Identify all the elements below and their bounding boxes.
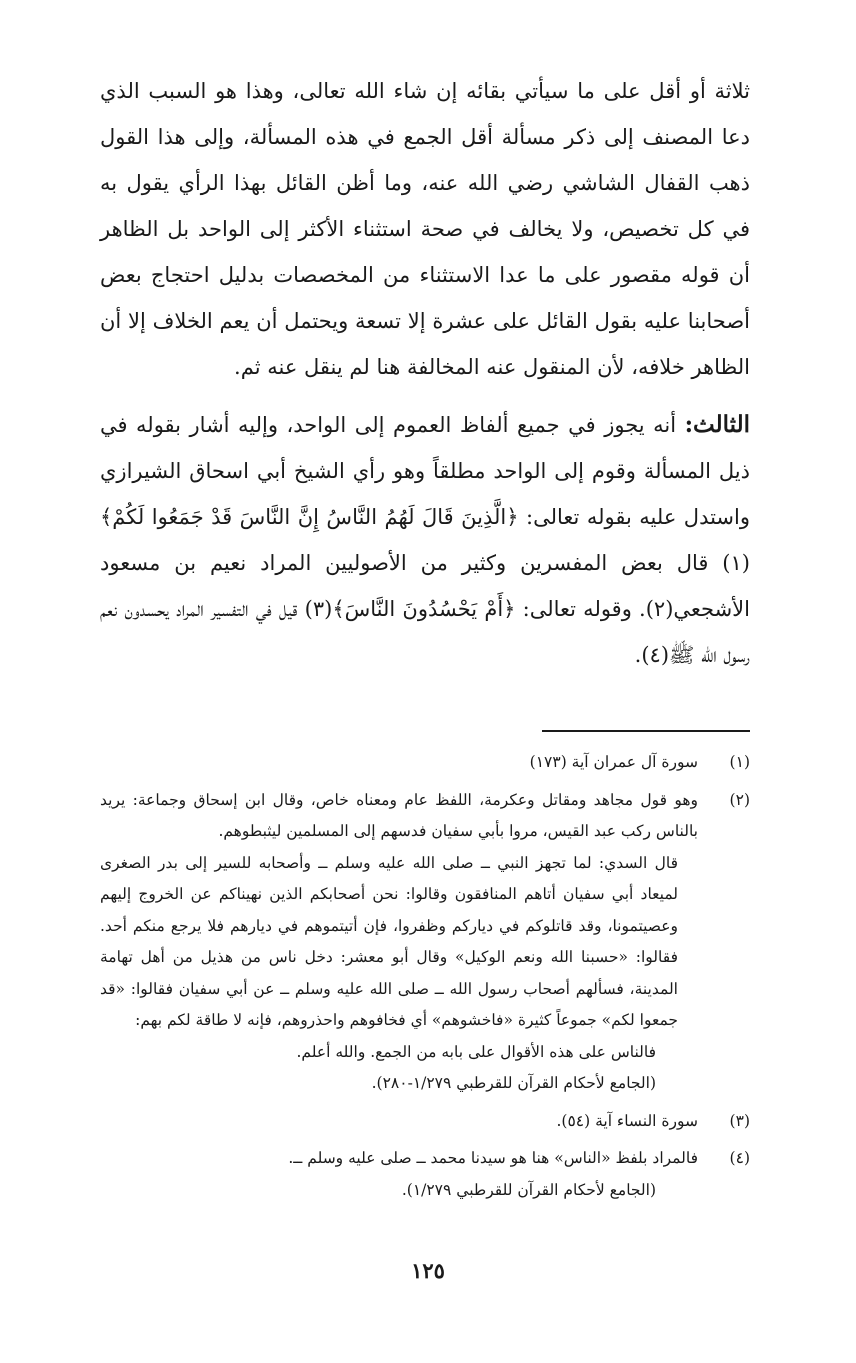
footnote-text: سورة آل عمران آية (١٧٣) — [529, 753, 698, 771]
paragraph-text: ثلاثة أو أقل على ما سيأتي بقائه إن شاء الله تعالى، وهذا هو السبب الذي دعا المصنف إلى ذكر مسألة أقل الجمع في هذه المسألة، وإلى هذا القول ذهب القفال الشاشي رضي الله عنه، وما أظن القائل بهذا الرأي يقول به في كل تخصيص، ولا يخالف في صحة استثناء الأكثر إلى الواحد بل الظاهر أن قوله مقصور على ما عدا الاستثناء من المخصصات بدليل احتجاج بعض أصحابنا عليه بقول القائل على عشرة إلا تسعة ويحتمل أن يعم الخلاف إلا أن الظاهر خلافه، لأن المنقول عنه المخالفة هنا لم ينقل عنه ثم. — [100, 79, 750, 379]
footnote-4 — [100, 1143, 750, 1206]
footnote-3 — [100, 1106, 750, 1138]
footnote-number: (٣) — [729, 1111, 750, 1130]
footnote-text: فالمراد بلفظ «الناس» هنا هو سيدنا محمد ــ صلى عليه وسلم ــ. — [288, 1149, 698, 1167]
paragraph-1 — [100, 68, 750, 390]
paragraph-2 — [100, 402, 750, 678]
footnote-separator — [542, 730, 750, 732]
footnote-number: (٢) — [729, 790, 750, 809]
footnote-citation: (الجامع لأحكام القرآن للقرطبي ١/٢٧٩). — [401, 1180, 656, 1199]
footnote-number: (١) — [729, 753, 750, 771]
footnote-citation: (الجامع لأحكام القرآن للقرطبي ١/٢٧٩-٢٨٠). — [371, 1074, 656, 1092]
main-text — [100, 68, 750, 678]
footnote-text: فالناس على هذه الأقوال على بابه من الجمع. والله أعلم. — [296, 1042, 656, 1061]
page-number: ١٢٥ — [411, 1258, 445, 1283]
footnote-text: سورة النساء آية (٥٤). — [556, 1111, 698, 1130]
paragraph-text: أنه يجوز في جميع ألفاظ العموم إلى الواحد، وإليه أشار بقوله في ذيل المسألة وقوم إلى الواحد مطلقاً وهو رأي الشيخ أبي اسحاق الشيرازي واستدل عليه بقوله تعالى: ﴿الَّذِينَ قَالَ لَهُمُ النَّاسُ إِنَّ النَّاسَ قَدْ جَمَعُوا لَكُمْ﴾(١) قال بعض المفسرين وكثير من الأصوليين المراد نعيم بن مسعود الأشجعي(٢). وقوله تعالى: ﴿أَمْ يَحْسُدُونَ النَّاسَ﴾(٣) قيل في التفسير المراد يحسدون نعم رسول الله ﷺ(٤). — [100, 413, 750, 667]
footnote-text: قال السدي: لما تجهز النبي ــ صلى الله عليه وسلم ــ وأصحابه للسير إلى بدر الصغرى لميعاد أبي سفيان أتاهم المنافقون وقالوا: نحن أصحابكم الذين نهيناكم عن الخروج إليهم وعصيتمونا، وقد قاتلوكم في دياركم وظفروا، فإن أتيتموهم في ديارهم فلا يرجع منكم أحد. فقالوا: «حسبنا الله ونعم الوكيل» وقال أبو معشر: دخل ناس من هذيل من أهل تهامة المدينة، فسألهم أصحاب رسول الله ــ صلى الله عليه وسلم ــ عن أبي سفيان فقالوا: «قد جمعوا لكم» جموعاً كثيرة «فاخشوهم» أي فخافوهم واحذروهم، فإنه لا طاقة لكم بهم: — [100, 853, 678, 1029]
footnotes — [100, 747, 750, 1206]
footnote-text: وهو قول مجاهد ومقاتل وعكرمة، اللفظ عام ومعناه خاص، وقال ابن إسحاق وجماعة: يريد بالناس ركب عبد القيس، مروا بأبي سفيان فدسهم إلى المسلمين ليثبطوهم. — [100, 790, 698, 840]
footnote-number: (٤) — [729, 1149, 750, 1167]
footnote-1 — [100, 747, 750, 779]
footnote-2 — [100, 785, 750, 1100]
paragraph-lead: الثالث: — [684, 411, 750, 438]
